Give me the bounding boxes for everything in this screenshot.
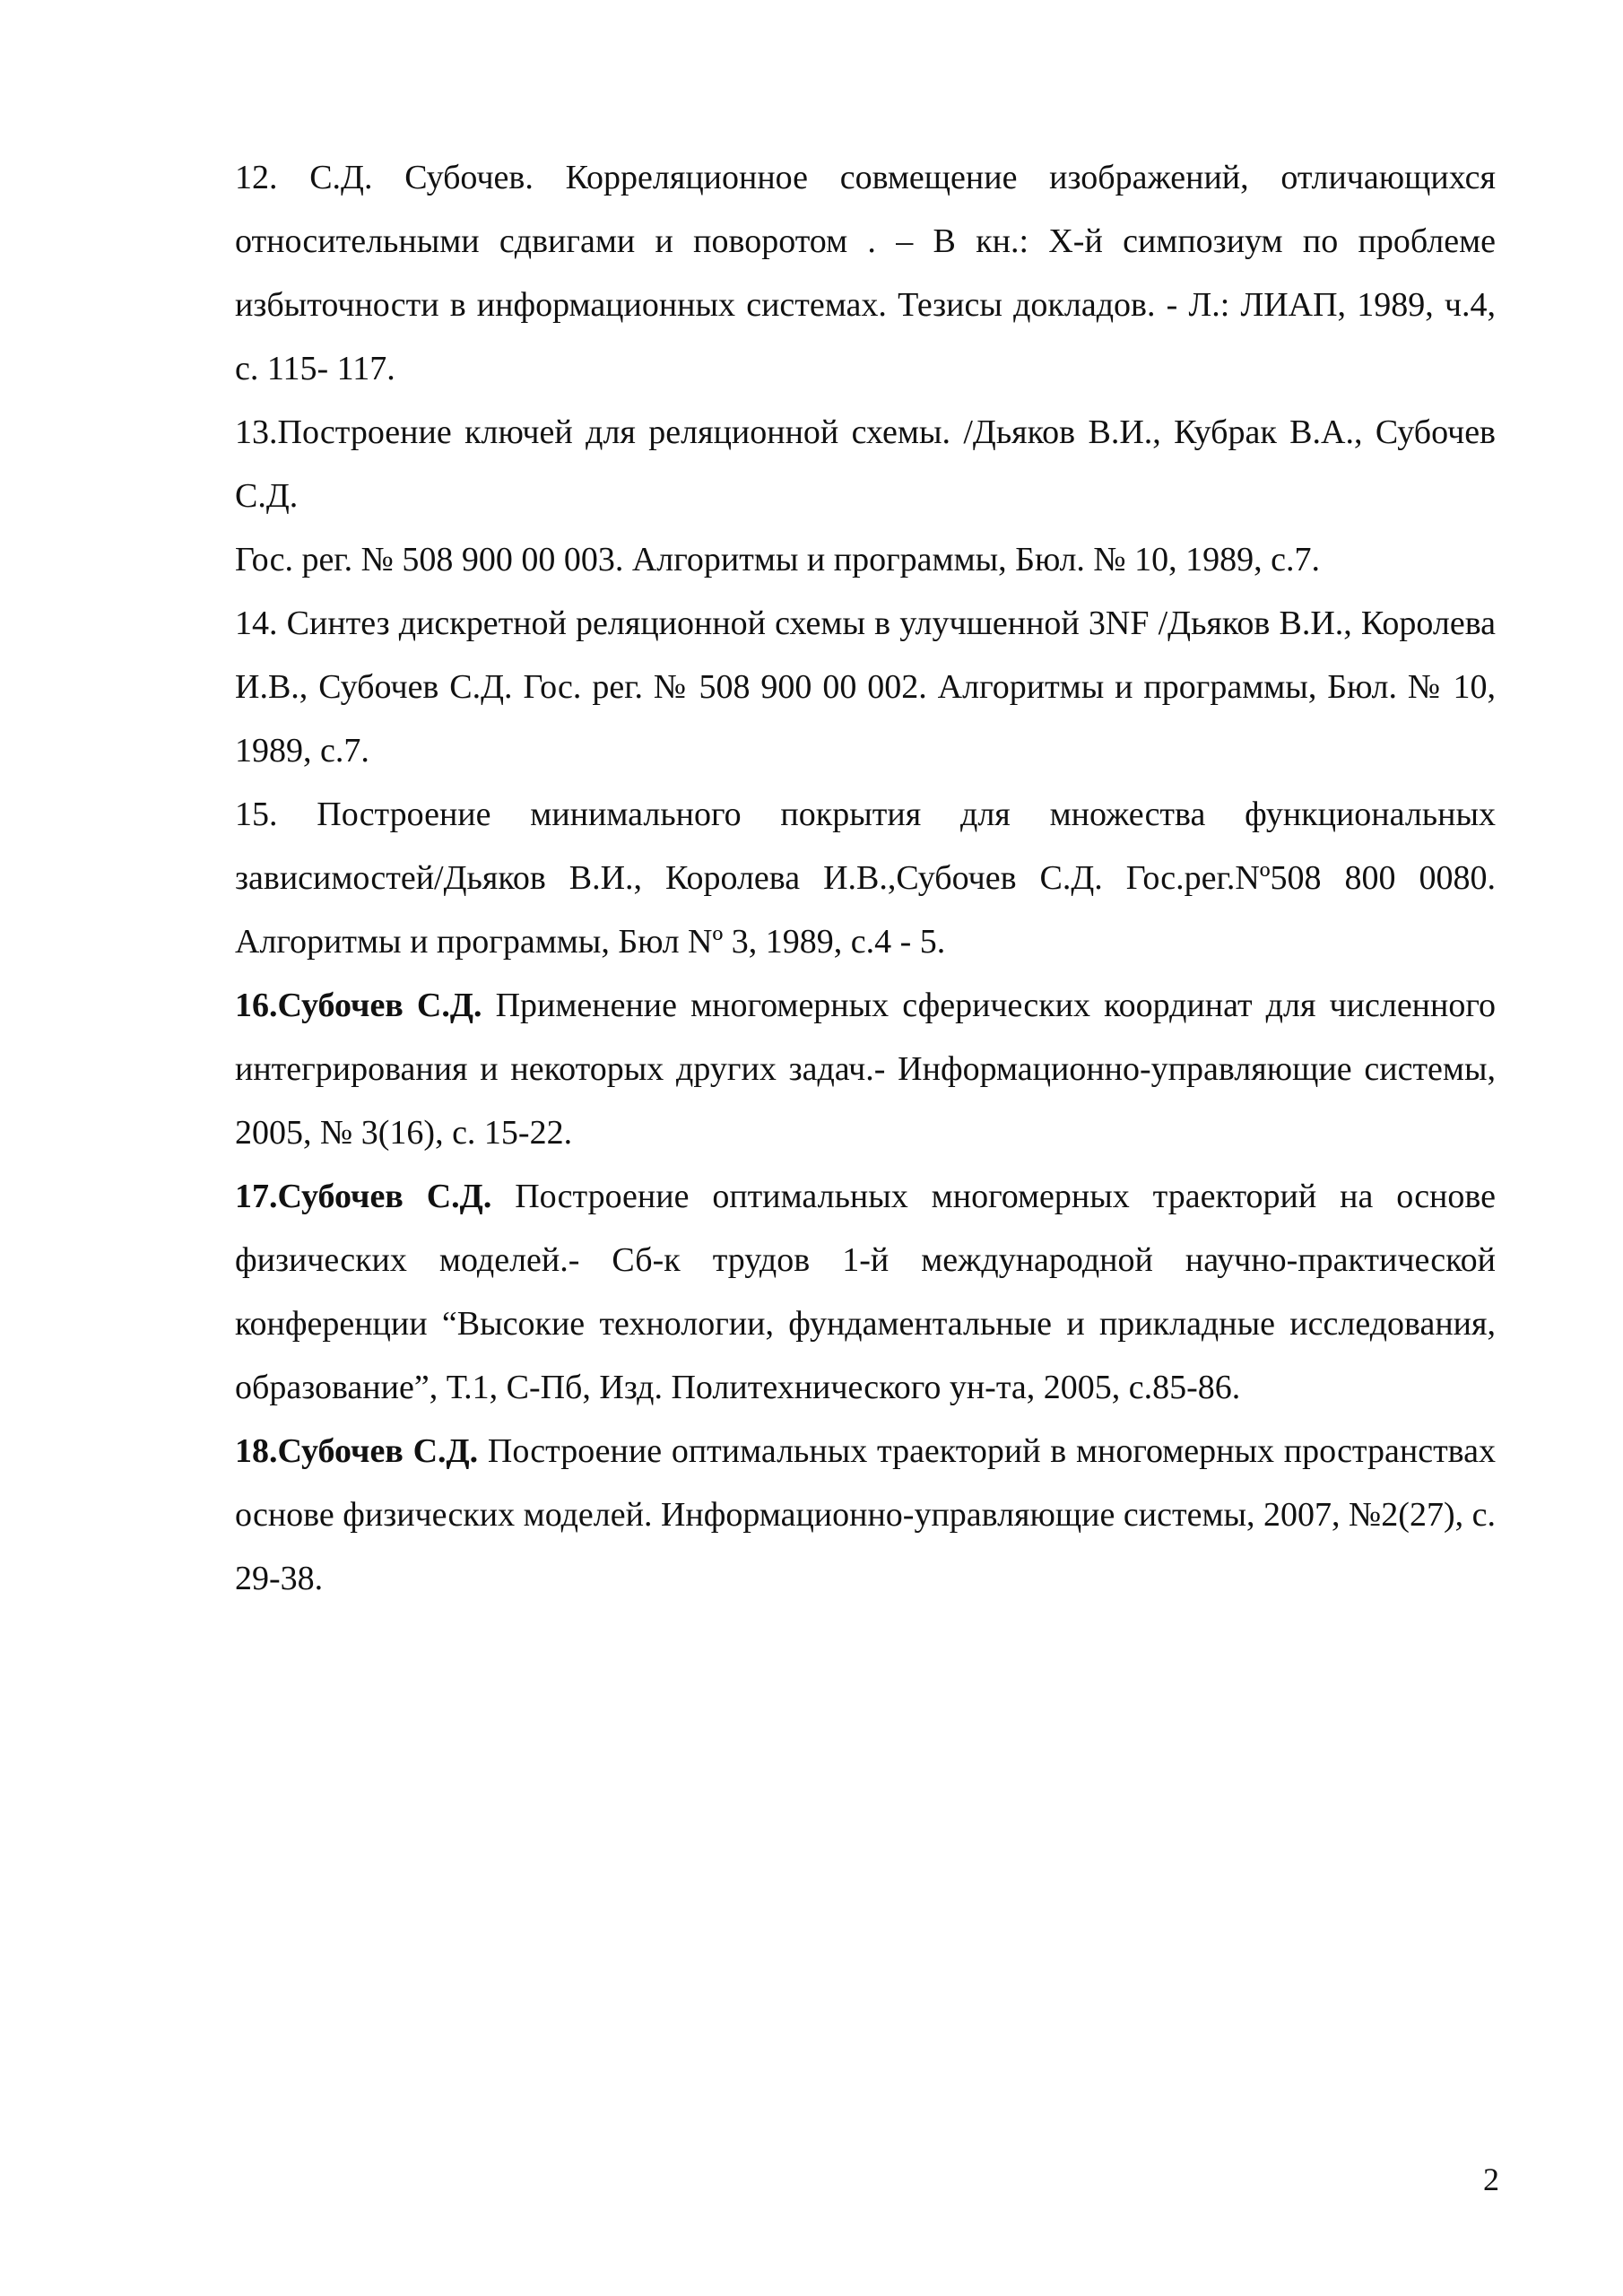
reference-18 xyxy=(235,1420,1496,1611)
reference-list xyxy=(235,146,1496,1611)
reference-16-author: 16.Субочев С.Д. xyxy=(235,987,482,1024)
reference-17-text: Построение оптимальных многомерных траекторий на основе физических моделей.- Сб-к трудов 1-й международной научно-практической конференции “Высокие технологии, фундаментальные и прикладные исследования, образование”, Т.1, С-Пб, Изд. Политехнического ун-та, 2005, с.85-86. xyxy=(235,1178,1496,1406)
page-number: 2 xyxy=(1483,2161,1499,2197)
reference-18-author: 18.Субочев С.Д. xyxy=(235,1432,479,1470)
reference-18-text: Построение оптимальных траекторий в многомерных пространствах основе физических моделей. Информационно-управляющие системы, 2007, №2(27), с. 29-38. xyxy=(235,1432,1496,1597)
reference-14-text: 14. Синтез дискретной реляционной схемы в улучшенной 3NF /Дьяков В.И., Королева И.В., Субочев С.Д. Гос. рег. № 508 900 00 002. Алгоритмы и программы, Бюл. № 10, 1989, с.7. xyxy=(235,604,1496,770)
reference-17-author: 17.Субочев С.Д. xyxy=(235,1178,492,1215)
reference-15 xyxy=(235,783,1496,974)
reference-13-line1: 13.Построение ключей для реляционной схемы. /Дьяков В.И., Кубрак В.А., Субочев С.Д. xyxy=(235,413,1496,515)
reference-12-text: 12. С.Д. Субочев. Корреляционное совмещение изображений, отличающихся относительными сдвигами и поворотом . – В кн.: Х-й симпозиум по проблеме избыточности в информационных системах. Тезисы докладов. - Л.: ЛИАП, 1989, ч.4, с. 115- 117. xyxy=(235,159,1496,387)
reference-14 xyxy=(235,592,1496,783)
reference-15-text: 15. Построение минимального покрытия для множества функциональных зависимостей/Дьяков В.И., Королева И.В.,Субочев С.Д. Гос.рег.Nº508 800 0080. Алгоритмы и программы, Бюл Nº 3, 1989, с.4 - 5. xyxy=(235,796,1496,961)
reference-16-text: Применение многомерных сферических координат для численного интегрирования и некоторых других задач.- Информационно-управляющие системы, 2005, № 3(16), с. 15-22. xyxy=(235,987,1496,1152)
reference-12 xyxy=(235,146,1496,401)
reference-13-line2: Гос. рег. № 508 900 00 003. Алгоритмы и программы, Бюл. № 10, 1989, с.7. xyxy=(235,541,1321,578)
reference-16 xyxy=(235,974,1496,1165)
reference-17 xyxy=(235,1165,1496,1420)
reference-13 xyxy=(235,401,1496,592)
